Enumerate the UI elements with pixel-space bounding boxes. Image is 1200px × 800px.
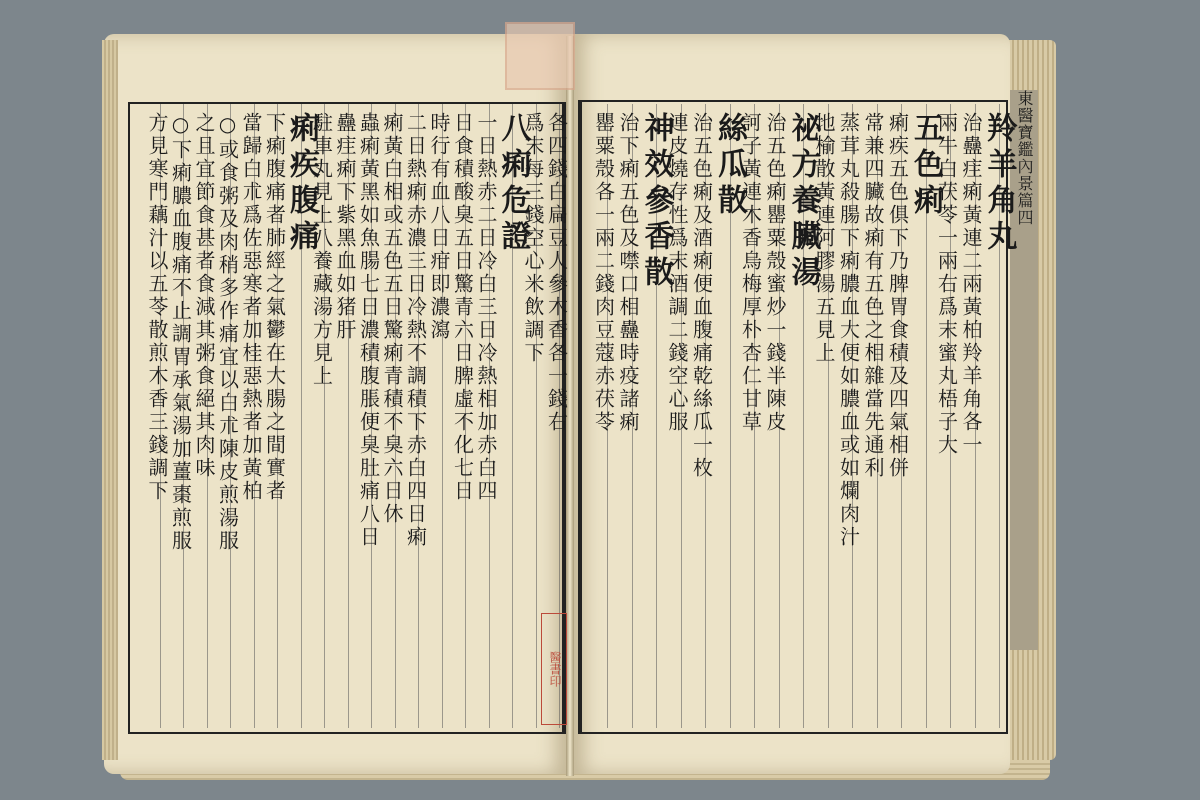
left-column: 八痢危證 xyxy=(495,112,531,256)
right-column: 絲瓜散 xyxy=(712,112,747,220)
right-column: 訶子黃連木香烏梅厚朴杏仁甘草 xyxy=(738,112,763,434)
left-column: 駐車丸見上八養藏湯方見上 xyxy=(309,112,334,388)
left-column: 時行有血八日疳即濃瀉 xyxy=(427,112,451,342)
left-column: 痢黃白相或五色五日驚痢青積不臭六日休 xyxy=(380,112,404,526)
left-column: 痢疾腹痛 xyxy=(284,112,319,256)
page-edges-left xyxy=(102,40,118,760)
right-column: 治下痢五色及噤口相蠱時疫諸痢 xyxy=(616,112,640,434)
left-column: 下痢腹痛者肺經之氣鬱在大腸之間實者 xyxy=(262,112,287,503)
right-column: 地榆散黃連阿膠湯五見上 xyxy=(812,112,836,365)
right-column: 祕方養臟湯 xyxy=(785,112,821,292)
right-column: 神效參香散 xyxy=(638,112,674,292)
right-column: 羚羊角丸 xyxy=(981,112,1017,256)
left-column: 一日熱赤二日冷白三日冷熱相加赤白四 xyxy=(474,112,498,503)
left-column: 日食積酸臭五日驚青六日脾虛不化七日 xyxy=(450,112,475,503)
left-column: 各四錢白扁豆人參木香各一錢右 xyxy=(544,112,569,434)
left-column: 當歸白朮爲佐惡寒者加桂惡熱者加黃柏 xyxy=(239,112,263,503)
red-seal-stamp: 醫書印 xyxy=(541,613,567,725)
left-column: ○或食粥及肉稍多作痛宜以白朮陳皮煎湯服 xyxy=(215,112,240,553)
left-column: 二日熱痢赤濃三日冷熱不調積下赤白四日痢 xyxy=(403,112,428,549)
right-column: 五色痢 xyxy=(908,112,943,220)
left-column: 蟲痢黃黑如魚腸七日濃積腹脹便臭肚痛八日 xyxy=(356,112,381,549)
right-column: 連皮燒存性爲末酒調二錢空心服 xyxy=(665,112,689,434)
right-column: 罌粟殼各一兩二錢肉豆蔻赤茯苓 xyxy=(591,112,616,434)
right-column: 蒸茸丸殺腸下痢膿血大便如膿血或如爛肉汁 xyxy=(836,112,861,549)
right-column: 治五色痢及酒痢便血腹痛乾絲瓜一枚 xyxy=(689,112,714,480)
right-column: 治蠱疰痢黃連二兩黃柏羚羊角各一 xyxy=(959,112,983,457)
right-column: 常兼四臟故痢有五色之相雜當先通利 xyxy=(861,112,885,480)
left-column: 蠱疰痢下紫黑血如猪肝 xyxy=(333,112,357,342)
left-column: 方見寒門藕汁以五苓散煎木香三錢調下 xyxy=(145,112,169,503)
faded-seal xyxy=(505,22,575,90)
left-column: ○下痢膿血腹痛不止調胃承氣湯加薑棗煎服 xyxy=(168,112,193,553)
right-column: 治五色痢罌粟殼蜜炒一錢半陳皮 xyxy=(763,112,787,434)
spine-label: 東醫寶鑑內景篇四 xyxy=(1008,90,1038,650)
left-column: 之且宜節食甚者食減其粥食絕其肉味 xyxy=(192,112,216,480)
right-column: 痢疾五色俱下乃脾胃食積及四氣相併 xyxy=(885,112,910,480)
right-column: 兩牛白茯苓一兩右爲末蜜丸梧子大 xyxy=(934,112,959,457)
left-column: 爲末每三錢空心米飲調下 xyxy=(521,112,545,365)
